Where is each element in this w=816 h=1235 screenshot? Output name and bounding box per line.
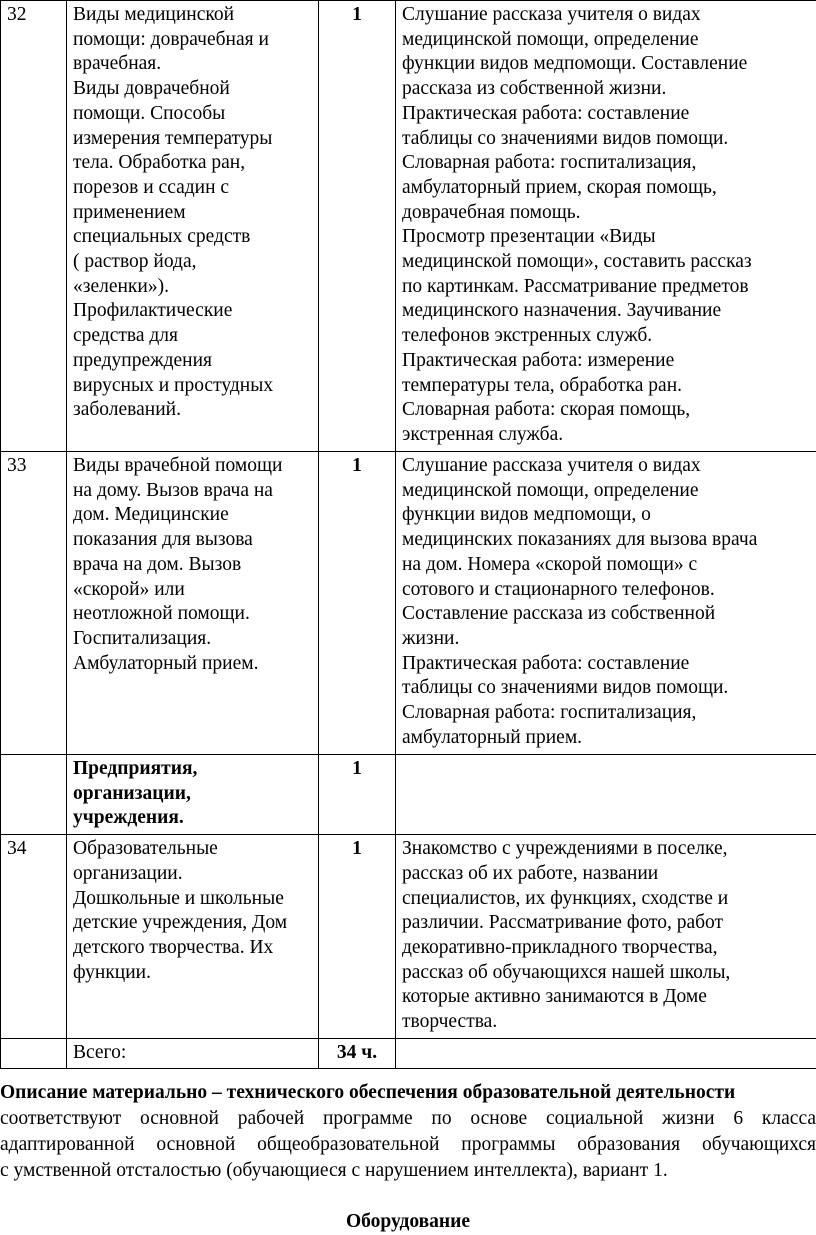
- lesson-activities: [396, 835, 816, 1039]
- cell-text-line: «скорой» или: [73, 578, 185, 600]
- cell-text-line: организации.: [73, 862, 183, 884]
- lesson-topic: [67, 452, 319, 755]
- cell-text-line: температуры тела, обработка ран.: [402, 374, 682, 396]
- cell-text-line: рассказа из собственной жизни.: [402, 78, 667, 100]
- cell-text-line: специалистов, их функциях, сходстве и: [402, 887, 729, 909]
- cell-text-line: Дошкольные и школьные: [73, 887, 284, 909]
- description-heading: Описание материально – технического обеспечения образовательной деятельности: [0, 1082, 736, 1103]
- total-empty-cell: [1, 1038, 67, 1069]
- cell-text-line: Практическая работа: составление: [402, 102, 690, 124]
- total-label: Всего:: [67, 1038, 319, 1069]
- cell-text-line: телефонов экстренных служб.: [402, 325, 653, 347]
- cell-text-line: функции видов медпомощи. Составление: [402, 53, 748, 75]
- cell-text-line: врача на дом. Вызов: [73, 553, 242, 575]
- lesson-activities: [396, 755, 816, 835]
- cell-text-line: Практическая работа: составление: [402, 652, 690, 674]
- cell-text-line: декоративно-прикладного творчества,: [402, 936, 718, 958]
- cell-text-line: помощи: доврачебная и: [73, 28, 269, 50]
- cell-text-line: по картинкам. Рассматривание предметов: [402, 275, 749, 297]
- cell-text-line: «зеленки»).: [73, 275, 169, 297]
- cell-text-line: сотового и стационарного телефонов.: [402, 578, 715, 600]
- lesson-number: 33: [1, 452, 67, 755]
- total-empty-cell: [396, 1038, 816, 1069]
- lesson-topic: [67, 1, 319, 452]
- lesson-plan-body: [1, 1, 816, 1069]
- cell-text-line: детского творчества. Их: [73, 936, 274, 958]
- lesson-activities: [396, 452, 816, 755]
- cell-text-line: экстренная служба.: [402, 423, 564, 445]
- cell-text-line: предупреждения: [73, 349, 212, 371]
- cell-text-line: заболеваний.: [73, 399, 181, 421]
- cell-text-line: организации,: [73, 782, 191, 804]
- lesson-topic: [67, 835, 319, 1039]
- cell-text-line: Виды доврачебной: [73, 78, 230, 100]
- cell-text-line: вирусных и простудных: [73, 374, 274, 396]
- cell-text-line: Образовательные: [73, 838, 218, 860]
- lesson-number: 32: [1, 1, 67, 452]
- lesson-hours: 1: [319, 755, 396, 835]
- table-row: [1, 835, 816, 1039]
- cell-text-line: тела. Обработка ран,: [73, 152, 246, 174]
- cell-text-line: Просмотр презентации «Виды: [402, 226, 656, 248]
- cell-text-line: Слушание рассказа учителя о видах: [402, 455, 701, 476]
- cell-text-line: медицинских показаниях для вызова врача: [402, 529, 758, 551]
- cell-text-line: ( раствор йода,: [73, 251, 197, 273]
- description-line: адаптированной основной общеобразовательной программы образования обучающихся: [0, 1134, 816, 1155]
- cell-text-line: Слушание рассказа учителя о видах: [402, 4, 701, 25]
- cell-text-line: функции.: [73, 961, 151, 983]
- cell-text-line: доврачебная помощь.: [402, 201, 581, 223]
- cell-text-line: Госпитализация.: [73, 627, 212, 649]
- cell-text-line: средства для: [73, 325, 179, 347]
- cell-text-line: амбулаторный прием.: [402, 726, 583, 748]
- cell-text-line: творчества.: [402, 1011, 498, 1033]
- cell-text-line: неотложной помощи.: [73, 603, 250, 625]
- cell-text-line: Словарная работа: госпитализация,: [402, 152, 697, 174]
- cell-text-line: на дому. Вызов врача на: [73, 479, 273, 501]
- lesson-number: [1, 755, 67, 835]
- cell-text-line: медицинского назначения. Заучивание: [402, 300, 722, 322]
- cell-text-line: порезов и ссадин с: [73, 176, 230, 198]
- cell-text-line: применением: [73, 201, 186, 223]
- cell-text-line: помощи. Способы: [73, 102, 226, 124]
- lesson-number: 34: [1, 835, 67, 1039]
- table-row: [1, 755, 816, 835]
- lesson-activities: [396, 1, 816, 452]
- description-line: с умственной отсталостью (обучающиеся с нарушением интеллекта), вариант 1.: [0, 1160, 668, 1181]
- total-hours: 34 ч.: [319, 1038, 396, 1069]
- lesson-hours: 1: [319, 835, 396, 1039]
- cell-text-line: Словарная работа: скорая помощь,: [402, 399, 691, 421]
- cell-text-line: медицинской помощи, определение: [402, 28, 699, 50]
- cell-text-line: рассказ об обучающихся нашей школы,: [402, 961, 731, 983]
- equipment-heading: Оборудование: [345, 1211, 471, 1232]
- description-paragraph: [0, 1080, 816, 1184]
- cell-text-line: рассказ об их работе, названии: [402, 862, 659, 884]
- cell-text-line: медицинской помощи, определение: [402, 479, 699, 501]
- cell-text-line: Профилактические: [73, 300, 233, 322]
- cell-text-line: учреждения.: [73, 807, 184, 829]
- cell-text-line: таблицы со значениями видов помощи.: [402, 127, 729, 149]
- cell-text-line: таблицы со значениями видов помощи.: [402, 677, 729, 699]
- cell-text-line: детские учреждения, Дом: [73, 912, 288, 934]
- lesson-hours: 1: [319, 1, 396, 452]
- cell-text-line: Предприятия,: [73, 758, 198, 779]
- cell-text-line: специальных средств: [73, 226, 251, 248]
- cell-text-line: Составление рассказа из собственной: [402, 603, 716, 625]
- cell-text-line: на дом. Номера «скорой помощи» с: [402, 553, 698, 575]
- section-heading: [67, 755, 319, 835]
- lesson-hours: 1: [319, 452, 396, 755]
- cell-text-line: Знакомство с учреждениями в поселке,: [402, 838, 728, 860]
- cell-text-line: показания для вызова: [73, 529, 253, 551]
- cell-text-line: функции видов медпомощи, о: [402, 504, 651, 526]
- cell-text-line: амбулаторный прием, скорая помощь,: [402, 176, 717, 198]
- cell-text-line: различии. Рассматривание фото, работ: [402, 912, 724, 934]
- total-row: [1, 1038, 816, 1069]
- cell-text-line: Виды медицинской: [73, 4, 235, 25]
- cell-text-line: Практическая работа: измерение: [402, 349, 675, 371]
- cell-text-line: дом. Медицинские: [73, 504, 229, 526]
- cell-text-line: жизни.: [402, 627, 460, 649]
- cell-text-line: врачебная.: [73, 53, 162, 75]
- table-row: [1, 452, 816, 755]
- cell-text-line: Виды врачебной помощи: [73, 455, 283, 476]
- cell-text-line: Словарная работа: госпитализация,: [402, 702, 697, 724]
- cell-text-line: которые активно занимаются в Доме: [402, 986, 707, 1008]
- description-line: соответствуют основной рабочей программе по основе социальной жизни 6 класса: [0, 1108, 816, 1129]
- cell-text-line: измерения температуры: [73, 127, 273, 149]
- cell-text-line: медицинской помощи», составить рассказ: [402, 251, 752, 273]
- table-row: [1, 1, 816, 452]
- cell-text-line: Амбулаторный прием.: [73, 652, 259, 674]
